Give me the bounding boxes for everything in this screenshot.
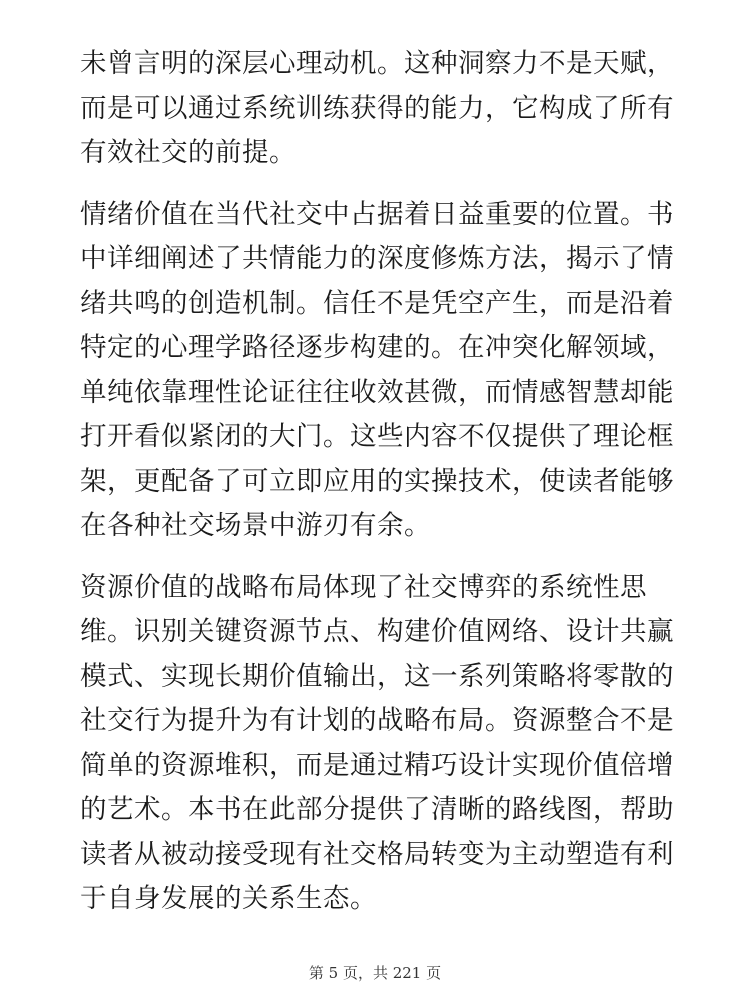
text-line: 读者从被动接受现有社交格局转变为主动塑造有利	[80, 838, 674, 870]
text-line: 架，更配备了可立即应用的实操技术，使读者能够	[80, 465, 674, 497]
text-line: 未曾言明的深层心理动机。这种洞察力不是天赋，	[80, 48, 674, 79]
text-line: 简单的资源堆积，而是通过精巧设计实现价值倍增	[80, 749, 674, 781]
text-line: 而是可以通过系统训练获得的能力，它构成了所有	[80, 92, 674, 124]
page-body	[80, 42, 680, 939]
text-line: 有效社交的前提。	[80, 137, 296, 168]
text-line: 单纯依靠理性论证往往收效甚微，而情感智慧却能	[80, 376, 674, 408]
text-line: 资源价值的战略布局体现了社交博弈的系统性思	[80, 571, 647, 603]
paragraph-2	[80, 193, 680, 549]
text-line: 打开看似紧闭的大门。这些内容不仅提供了理论框	[80, 421, 674, 452]
text-line: 情绪价值在当代社交中占据着日益重要的位置。书	[80, 198, 674, 230]
text-line: 维。识别关键资源节点、构建价值网络、设计共赢	[80, 616, 674, 647]
text-line: 社交行为提升为有计划的战略布局。资源整合不是	[80, 705, 674, 736]
text-line: 绪共鸣的创造机制。信任不是凭空产生，而是沿着	[80, 287, 674, 319]
text-line: 在各种社交场景中游刃有余。	[80, 510, 431, 541]
text-line: 于自身发展的关系生态。	[80, 883, 377, 914]
paragraph-3	[80, 566, 680, 922]
text-line: 模式、实现长期价值输出，这一系列策略将零散的	[80, 660, 674, 692]
text-line: 的艺术。本书在此部分提供了清晰的路线图，帮助	[80, 794, 674, 825]
text-line: 中详细阐述了共情能力的深度修炼方法，揭示了情	[80, 243, 674, 274]
text-line: 特定的心理学路径逐步构建的。在冲突化解领域，	[80, 332, 674, 363]
paragraph-1	[80, 42, 680, 176]
page-number: 第 5 页，共 221 页	[308, 964, 442, 982]
